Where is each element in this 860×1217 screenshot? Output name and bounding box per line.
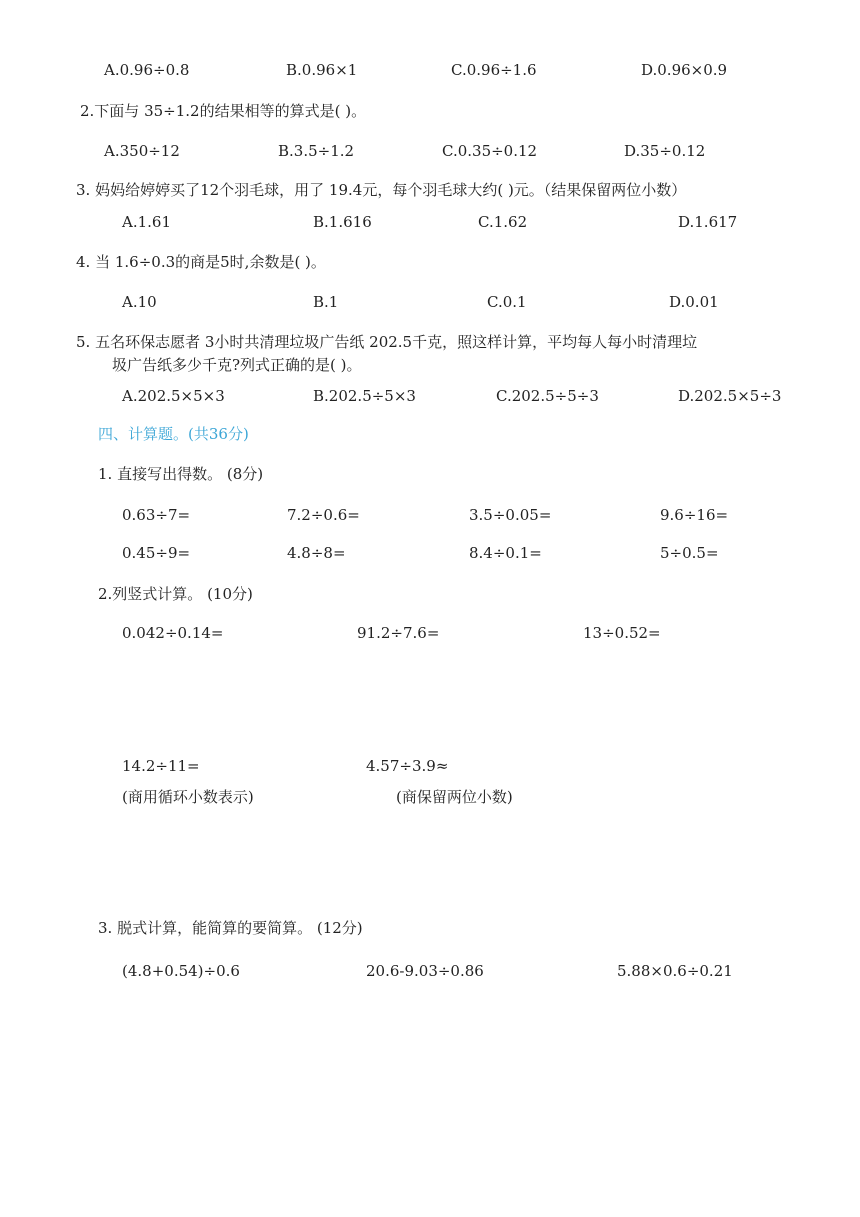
calc-item: 0.45÷9= [122,544,191,562]
calc-note: (商保留两位小数) [396,788,513,806]
calc-item: 5÷0.5= [660,544,719,562]
q3-stem: 3. 妈妈给婷婷买了12个羽毛球，用了 19.4元，每个羽毛球大约( )元。（结果保留两位小数） [76,181,687,199]
calc-item: 0.63÷7= [122,506,191,524]
q2-option-a: A.350÷12 [104,142,180,160]
calc-item: 7.2÷0.6= [287,506,360,524]
q5-stem-line2: 圾广告纸多少千克?列式正确的是( )。 [112,356,362,374]
q5-option-d: D.202.5×5÷3 [678,387,782,405]
part1-stem: 1. 直接写出得数。 (8分) [98,465,264,483]
q5-option-c: C.202.5÷5÷3 [496,387,599,405]
q3-option-d: D.1.617 [678,213,738,231]
q5-stem-line1: 5. 五名环保志愿者 3小时共清理垃圾广告纸 202.5千克，照这样计算，平均每人每小时清理垃 [76,333,698,351]
q2-stem: 2.下面与 35÷1.2的结果相等的算式是( )。 [80,102,367,120]
q3-option-a: A.1.61 [122,213,171,231]
q1-option-a: A.0.96÷0.8 [104,61,190,79]
q2-option-d: D.35÷0.12 [624,142,706,160]
q1-option-c: C.0.96÷1.6 [451,61,537,79]
vertical-calc-item: 0.042÷0.14= [122,624,224,642]
vertical-calc-item: 13÷0.52= [583,624,661,642]
q4-option-d: D.0.01 [669,293,719,311]
q4-option-c: C.0.1 [487,293,527,311]
q1-option-b: B.0.96×1 [286,61,358,79]
q3-option-c: C.1.62 [478,213,528,231]
part3-stem: 3. 脱式计算，能简算的要简算。 (12分) [98,919,363,937]
q5-option-b: B.202.5÷5×3 [313,387,416,405]
q4-option-b: B.1 [313,293,339,311]
calc-item: 4.8÷8= [287,544,346,562]
q4-stem: 4. 当 1.6÷0.3的商是5时,余数是( )。 [76,253,326,271]
calc-item: 9.6÷16= [660,506,729,524]
calc-item: 3.5÷0.05= [469,506,552,524]
q4-option-a: A.10 [122,293,157,311]
q2-option-c: C.0.35÷0.12 [442,142,538,160]
stepwise-calc-item: 5.88×0.6÷0.21 [617,962,733,980]
q3-option-b: B.1.616 [313,213,372,231]
vertical-calc-item: 4.57÷3.9≈ [366,757,449,775]
section-4-title: 四、计算题。(共36分) [98,425,249,443]
part2-stem: 2.列竖式计算。 (10分) [98,585,253,603]
stepwise-calc-item: (4.8+0.54)÷0.6 [122,962,240,980]
q2-option-b: B.3.5÷1.2 [278,142,355,160]
vertical-calc-item: 91.2÷7.6= [357,624,440,642]
calc-item: 8.4÷0.1= [469,544,542,562]
stepwise-calc-item: 20.6-9.03÷0.86 [366,962,484,980]
calc-note: (商用循环小数表示) [122,788,254,806]
vertical-calc-item: 14.2÷11= [122,757,200,775]
q1-option-d: D.0.96×0.9 [641,61,728,79]
q5-option-a: A.202.5×5×3 [122,387,225,405]
